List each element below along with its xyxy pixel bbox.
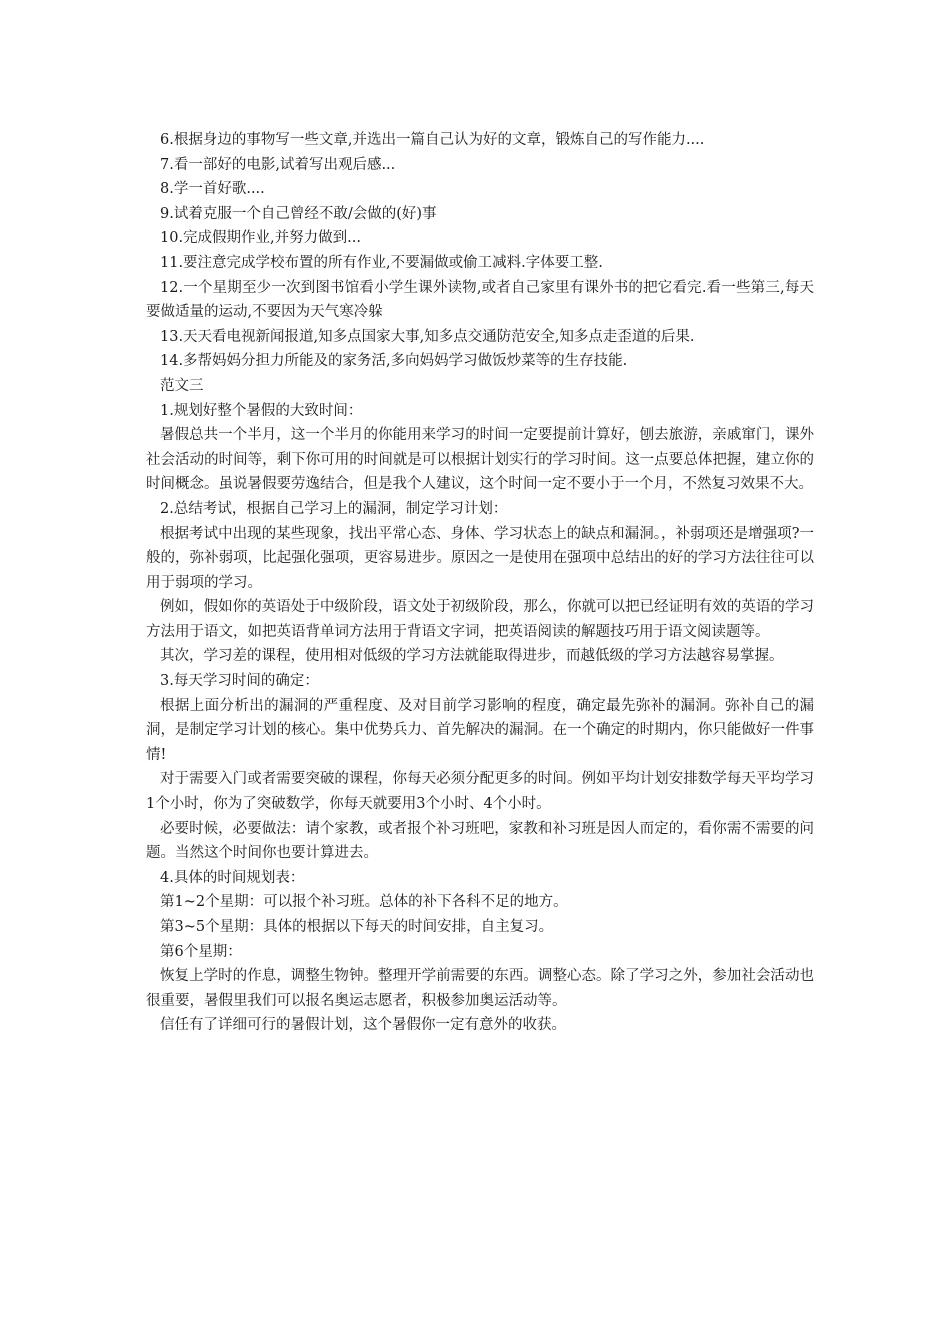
paragraph-3b: 对于需要入门或者需要突破的课程，你每天必须分配更多的时间。例如平均计划安排数学每天平均学习1个小时，你为了突破数学，你每天就要用3个小时、4个小时。 [146, 771, 814, 813]
paragraph-2c: 其次，学习差的课程，使用相对低级的学习方法就能取得进步，而越低级的学习方法越容易掌握。 [160, 648, 784, 665]
heading-2: 2.总结考试，根据自己学习上的漏洞，制定学习计划： [160, 500, 508, 517]
schedule-week-1-2: 第1~2个星期：可以报个补习班。总体的补下各科不足的地方。 [160, 894, 568, 911]
item-6: 6.根据身边的事物写一些文章,并选出一篇自己认为好的文章，锻炼自己的写作能力.... [160, 132, 705, 148]
heading-3: 3.每天学习时间的确定： [160, 673, 319, 690]
heading-1: 1.规划好整个暑假的大致时间： [160, 402, 363, 419]
item-7: 7.看一部好的电影,试着写出观后感... [160, 156, 396, 173]
heading-4: 4.具体的时间规划表： [160, 869, 305, 886]
item-11: 11.要注意完成学校布置的所有作业,不要漏做或偷工减料.字体要工整. [160, 254, 603, 271]
section-title-example-3: 范文三 [160, 377, 204, 394]
paragraph-3c: 必要时候，必要做法：请个家教，或者报个补习班吧，家教和补习班是因人而定的，看你需不需要的问题。当然这个时间你也要计算进去。 [146, 820, 814, 862]
paragraph-2a: 根据考试中出现的某些现象，找出平常心态、身体、学习状态上的缺点和漏洞。，补弱项还是增强项?一般的，弥补弱项，比起强化强项，更容易进步。原因之一是使用在强项中总结出的好的学习方法往往可以用于弱项的学习。 [146, 525, 814, 591]
paragraph-1: 暑假总共一个半月，这一个半月的你能用来学习的时间一定要提前计算好，刨去旅游，亲戚窜门，课外社会活动的时间等，剩下你可用的时间就是可以根据计划实行的学习时间。这一点要总体把握，建立你的时间概念。虽说暑假要劳逸结合，但是我个人建议，这个时间一定不要小于一个月，不然复习效果不大。 [146, 427, 814, 493]
paragraph-2b: 例如，假如你的英语处于中级阶段，语文处于初级阶段，那么，你就可以把已经证明有效的英语的学习方法用于语文，如把英语背单词方法用于背语文字词，把英语阅读的解题技巧用于语文阅读题等。 [146, 599, 814, 640]
document-body [146, 128, 814, 1038]
item-10: 10.完成假期作业,并努力做到... [160, 230, 361, 247]
item-13: 13.天天看电视新闻报道,知多点国家大事,知多点交通防范安全,知多点走歪道的后果. [160, 328, 695, 345]
item-14: 14.多帮妈妈分担力所能及的家务活,多向妈妈学习做饭炒菜等的生存技能. [160, 353, 628, 370]
paragraph-4a: 恢复上学时的作息，调整生物钟。整理开学前需要的东西。调整心态。除了学习之外，参加社会活动也很重要，暑假里我们可以报名奥运志愿者，积极参加奥运活动等。 [146, 968, 814, 1009]
schedule-week-3-5: 第3~5个星期：具体的根据以下每天的时间安排，自主复习。 [160, 919, 554, 935]
paragraph-closing: 信任有了详细可行的暑假计划，这个暑假你一定有意外的收获。 [160, 1017, 566, 1034]
item-8: 8.学一首好歌.... [160, 181, 265, 198]
paragraph-3a: 根据上面分析出的漏洞的严重程度、及对目前学习影响的程度，确定最先弥补的漏洞。弥补自己的漏洞，是制定学习计划的核心。集中优势兵力、首先解决的漏洞。在一个确定的时期内，你只能做好一件事情! [146, 697, 814, 763]
item-12: 12.一个星期至少一次到图书馆看小学生课外读物,或者自己家里有课外书的把它看完.看一些第三,每天要做适量的运动,不要因为天气寒冷躲 [146, 279, 814, 321]
schedule-week-6: 第6个星期： [160, 943, 242, 960]
item-9: 9.试着克服一个自己曾经不敢/会做的(好)事 [160, 205, 437, 222]
